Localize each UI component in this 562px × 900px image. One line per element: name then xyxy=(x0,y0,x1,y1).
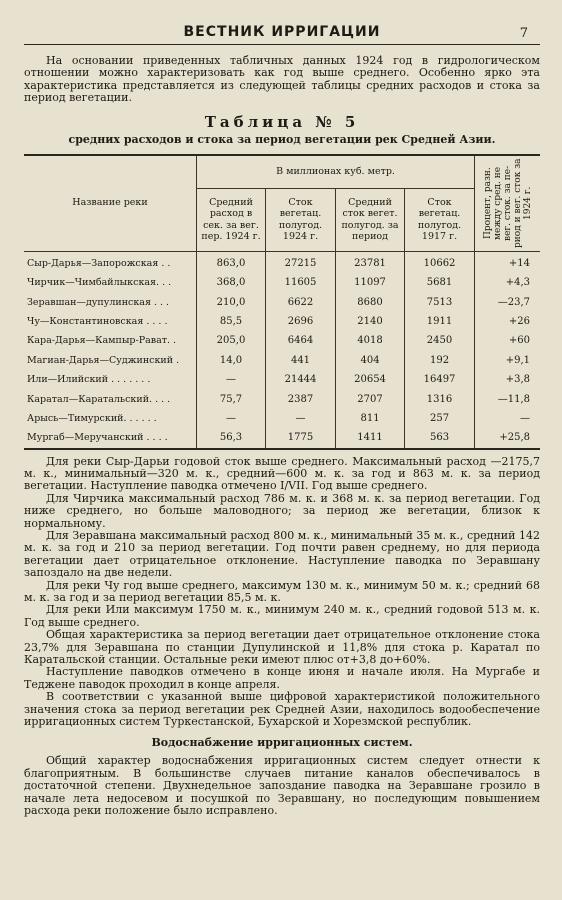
percent-cell: —11,8 xyxy=(475,389,540,408)
journal-title: ВЕСТНИК ИРРИГАЦИИ xyxy=(183,24,381,40)
paragraph: Наступление паводков отмечено в конце июня и начале июля. На Мургабе и Теджене паводок проходил в конце апреля. xyxy=(24,665,540,691)
value-cell: 1911 xyxy=(405,312,475,331)
river-name-cell: Зеравшан—дупулинская . . . xyxy=(24,292,197,311)
table-row xyxy=(24,428,540,447)
value-cell: 2707 xyxy=(336,389,405,408)
river-name-cell: Магиан-Дарья—Суджинский . xyxy=(24,351,197,370)
table-row xyxy=(24,312,540,331)
value-cell: 404 xyxy=(336,351,405,370)
value-cell: 1775 xyxy=(266,428,336,447)
river-name-cell: Арысь—Тимурский. . . . . . xyxy=(24,409,197,428)
value-cell: 11605 xyxy=(266,273,336,292)
value-cell: 11097 xyxy=(336,273,405,292)
value-cell: 20654 xyxy=(336,370,405,389)
paragraph: Для реки Или максимум 1750 м. к., минимум 240 м. к., средний годовой 513 м. к. Год выше среднего. xyxy=(24,603,540,629)
river-name-cell: Кара-Дарья—Кампыр-Рават. . xyxy=(24,331,197,350)
value-cell: 23781 xyxy=(336,251,405,273)
table-row xyxy=(24,389,540,408)
percent-cell: +4,3 xyxy=(475,273,540,292)
value-cell: — xyxy=(197,370,266,389)
value-cell: 811 xyxy=(336,409,405,428)
value-cell: 2450 xyxy=(405,331,475,350)
value-cell: 6464 xyxy=(266,331,336,350)
value-cell: 2696 xyxy=(266,312,336,331)
value-cell: 85,5 xyxy=(197,312,266,331)
table-row xyxy=(24,370,540,389)
value-cell: 21444 xyxy=(266,370,336,389)
table-body xyxy=(24,251,540,447)
intro-paragraph: На основании приведенных табличных данных 1924 год в гидрологическом отношении можно характеризовать как год выше среднего. Особенно ярко эта характеристика представляется из следующей таблицы средних расходов и стока за период вегетации. xyxy=(24,54,540,105)
value-cell: 5681 xyxy=(405,273,475,292)
section-body xyxy=(24,755,540,817)
value-cell: 56,3 xyxy=(197,428,266,447)
percent-header xyxy=(475,156,540,252)
paragraph: Для реки Чу год выше среднего, максимум 130 м. к., минимум 50 м. к.; средний 68 м. к. за год и за период вегетации 85,5 м. к. xyxy=(24,578,540,604)
value-cell: 10662 xyxy=(405,251,475,273)
page-header xyxy=(24,0,540,45)
table-row xyxy=(24,351,540,370)
river-name-cell: Или—Илийский . . . . . . . xyxy=(24,370,197,389)
table-title: Таблица № 5 xyxy=(204,112,360,131)
table-row xyxy=(24,331,540,350)
value-cell: 2140 xyxy=(336,312,405,331)
value-cell: 863,0 xyxy=(197,251,266,273)
paragraph: Общая характеристика за период вегетации дает отрицательное отклонение стока 23,7% для Зеравшана по станции Дупулинской и 11,8% для стока р. Каратал по Каратальской станции. Остальные реки имеют плюс от+3,8 до+60%. xyxy=(24,628,540,667)
value-cell: 27215 xyxy=(266,251,336,273)
percent-cell: +60 xyxy=(475,331,540,350)
percent-cell: +14 xyxy=(475,251,540,273)
value-cell: 2387 xyxy=(266,389,336,408)
value-cell: 205,0 xyxy=(197,331,266,350)
percent-cell: +25,8 xyxy=(475,428,540,447)
value-cell: 563 xyxy=(405,428,475,447)
value-cell: 14,0 xyxy=(197,351,266,370)
value-cell: 1316 xyxy=(405,389,475,408)
value-cell: — xyxy=(266,409,336,428)
value-cell: — xyxy=(197,409,266,428)
table-row xyxy=(24,292,540,311)
river-name-header: Название реки xyxy=(24,156,197,252)
page-number: 7 xyxy=(519,26,528,41)
table-row xyxy=(24,251,540,273)
percent-cell: +9,1 xyxy=(475,351,540,370)
river-name-cell: Чу—Константиновская . . . . xyxy=(24,312,197,331)
value-cell: 8680 xyxy=(336,292,405,311)
paragraph: В соответствии с указанной выше цифровой характеристикой положительного значения стока за период вегетации рек Средней Азии, находилось водообеспечение ирригационных систем Туркестанской, Бухарской и Хорезмской республик. xyxy=(24,690,540,729)
percent-header-text: Процент, разн. между сред. не вег. сток. за пе- риод и вег. сток за 1924 г. xyxy=(482,158,533,248)
value-cell: 16497 xyxy=(405,370,475,389)
value-cell: 6622 xyxy=(266,292,336,311)
column-header: Средний расход в сек. за вег. пер. 1924 г. xyxy=(197,188,266,251)
section-title: Водоснабжение ирригационных систем. xyxy=(151,736,413,750)
value-cell: 4018 xyxy=(336,331,405,350)
value-cell: 368,0 xyxy=(197,273,266,292)
value-cell: 257 xyxy=(405,409,475,428)
column-header: Сток вегетац. полугод. 1917 г. xyxy=(405,188,475,251)
column-header: Средний сток вегет. полугод. за период xyxy=(336,188,405,251)
percent-cell: +26 xyxy=(475,312,540,331)
table-row xyxy=(24,409,540,428)
column-header: Сток вегетац. полугод. 1924 г. xyxy=(266,188,336,251)
value-cell: 7513 xyxy=(405,292,475,311)
data-table xyxy=(24,156,540,448)
paragraph: Для реки Сыр-Дарьи годовой сток выше среднего. Максимальный расход —2175,7 м. к., минимальный—320 м. к., средний—600 м. к. за год и 863 м. к. за период вегетации. Наступление паводка отмечено I/VII. Год выше среднего. xyxy=(24,454,540,493)
paragraph: Для Чирчика максимальный расход 786 м. к. и 368 м. к. за период вегетации. Год ниже среднего, но больше маловодного; за период же вегетации, близок к нормальному. xyxy=(24,491,540,530)
table-row xyxy=(24,273,540,292)
paragraph: Для Зеравшана максимальный расход 800 м. к., минимальный 35 м. к., средний 142 м. к. за год и 210 за период вегетации. Год почти равен среднему, но для периода вегетации дает отрицательное отклонение. Наступление паводка по Зеравшану запоздало на две недели. xyxy=(24,528,540,580)
river-name-cell: Каратал—Каратальский. . . . xyxy=(24,389,197,408)
body-text xyxy=(24,456,540,729)
value-cell: 75,7 xyxy=(197,389,266,408)
paragraph: Общий характер водоснабжения ирригационных систем следует отнести к благоприятным. В большинстве случаев питание каналов обеспечивалось в достаточной степени. Двухнедельное запоздание паводка на Зеравшане грозило в начале лета недосевом и посушкой по Зеравшану, но последующим повышением расхода реки положение было исправлено. xyxy=(24,754,540,818)
value-cell: 210,0 xyxy=(197,292,266,311)
river-name-cell: Мургаб—Меручанский . . . . xyxy=(24,428,197,447)
percent-cell: — xyxy=(475,409,540,428)
percent-cell: +3,8 xyxy=(475,370,540,389)
river-name-cell: Чирчик—Чимбайлыкская. . . xyxy=(24,273,197,292)
value-cell: 441 xyxy=(266,351,336,370)
data-table-wrapper xyxy=(24,154,540,450)
group-header: В миллионах куб. метр. xyxy=(197,156,475,189)
percent-cell: —23,7 xyxy=(475,292,540,311)
river-name-cell: Сыр-Дарья—Запорожская . . xyxy=(24,251,197,273)
table-subtitle: средних расходов и стока за период вегетации рек Средней Азии. xyxy=(68,132,496,146)
value-cell: 192 xyxy=(405,351,475,370)
value-cell: 1411 xyxy=(336,428,405,447)
